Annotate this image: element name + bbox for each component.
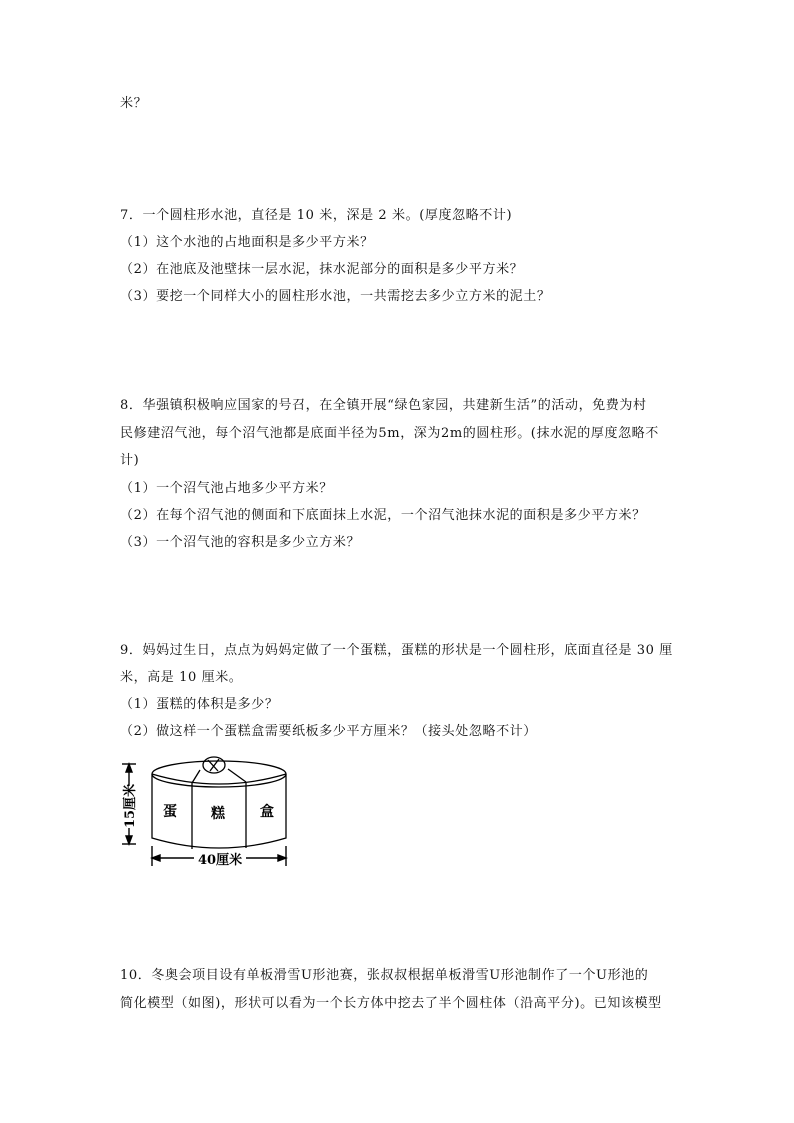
height-label: 15厘米: [123, 783, 138, 828]
q7-part-2: （2）在池底及池壁抹一层水泥，抹水泥部分的面积是多少平方米？: [120, 262, 524, 277]
q8-part-2: （2）在每个沼气池的侧面和下底面抹上水泥，一个沼气池抹水泥的面积是多少平方米？: [120, 508, 646, 523]
q7-stem: 7．一个圆柱形水池，直径是 10 米，深是 2 米。(厚度忽略不计): [120, 208, 513, 223]
box-char-3: 盒: [260, 804, 274, 820]
q9-part-1: （1）蛋糕的体积是多少？: [120, 697, 279, 712]
box-char-1: 蛋: [163, 804, 177, 820]
q7-part-3: （3）要挖一个同样大小的圆柱形水池，一共需挖去多少立方米的泥土？: [120, 289, 551, 304]
q10-stem-line-2: 简化模型（如图)，形状可以看为一个长方体中挖去了半个圆柱体（沿高平分)。已知该模型: [120, 996, 662, 1011]
q9-part-2: （2）做这样一个蛋糕盒需要纸板多少平方厘米？（接头处忽略不计）: [120, 724, 537, 739]
q10-stem-line-1: 10．冬奥会项目设有单板滑雪U形池赛，张叔叔根据单板滑雪U形池制作了一个U形池的: [120, 968, 649, 983]
q9-stem-line-1: 9．妈妈过生日，点点为妈妈定做了一个蛋糕，蛋糕的形状是一个圆柱形，底面直径是 30 厘: [120, 643, 673, 658]
q8-stem-line-2: 民修建沼气池，每个沼气池都是底面半径为5m，深为2m的圆柱形。(抹水泥的厚度忽略不: [120, 426, 659, 441]
q9-stem-line-2: 米，高是 10 厘米。: [120, 670, 243, 685]
continuation-text: 米？: [120, 96, 148, 111]
q8-part-1: （1）一个沼气池占地多少平方米？: [120, 481, 333, 496]
q8-stem-line-3: 计): [120, 453, 140, 468]
q8-part-3: （3）一个沼气池的容积是多少立方米？: [120, 535, 361, 550]
cake-box: [152, 757, 286, 849]
cake-box-figure: [118, 756, 298, 874]
q8-stem-line-1: 8．华强镇积极响应国家的号召，在全镇开展“绿色家园，共建新生活”的活动，免费为村: [120, 398, 647, 413]
box-char-2: 糕: [211, 806, 225, 822]
q7-part-1: （1）这个水池的占地面积是多少平方米？: [120, 235, 374, 250]
width-label: 40厘米: [198, 853, 243, 868]
